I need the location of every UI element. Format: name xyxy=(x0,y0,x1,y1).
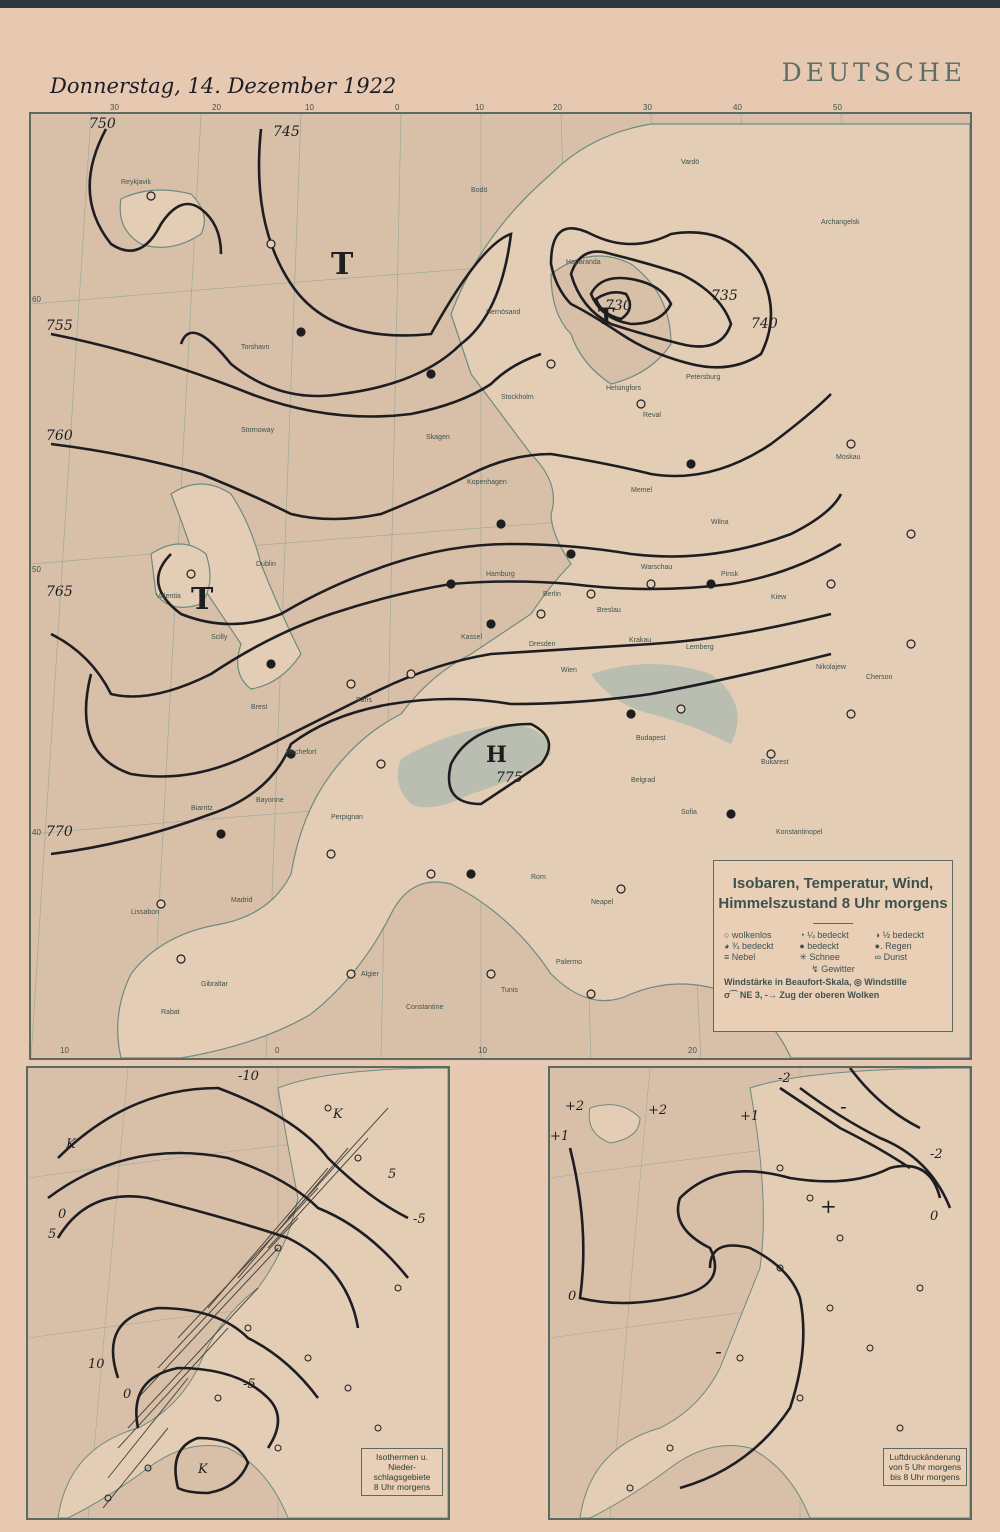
place-name: Vardö xyxy=(681,159,700,166)
isotherm-label: K xyxy=(333,1107,343,1122)
place-name: Kassel xyxy=(461,634,483,641)
isotherm-label: K xyxy=(198,1462,208,1477)
change-label: +2 xyxy=(648,1103,668,1118)
isotherm-label: -5 xyxy=(413,1212,426,1227)
lon-tick: 30 xyxy=(643,103,652,112)
place-name: Stockholm xyxy=(501,394,534,401)
lon-tick: 20 xyxy=(553,103,562,112)
place-name: Archangelsk xyxy=(821,219,860,226)
place-name: Perpignan xyxy=(331,814,363,821)
place-name: Nikolajew xyxy=(816,664,846,671)
place-name: Petersburg xyxy=(686,374,721,381)
change-label: 0 xyxy=(930,1209,939,1224)
isobar-label-730: 730 xyxy=(605,298,632,314)
inset-right-caption xyxy=(883,1448,967,1486)
place-name: Budapest xyxy=(636,735,666,742)
place-name: Valentia xyxy=(156,593,181,600)
isobar-label-770: 770 xyxy=(46,824,73,840)
lon-tick: 40 xyxy=(733,103,742,112)
place-name: Dresden xyxy=(529,641,556,648)
legend-symbol: ◔ ¼ bedeckt xyxy=(799,930,849,940)
legend-title-line2: Himmelszustand 8 Uhr morgens xyxy=(718,895,948,912)
place-name: Paris xyxy=(356,697,372,704)
isobar-label-755: 755 xyxy=(46,318,73,334)
lon-tick: 10 xyxy=(475,103,484,112)
isotherm-label: 10 xyxy=(88,1357,105,1372)
place-name: Hamburg xyxy=(486,571,515,578)
lat-tick: 40 xyxy=(32,828,41,837)
place-name: Hernösand xyxy=(486,309,521,316)
place-name: Pinsk xyxy=(721,571,739,578)
legend-symbol: ◑ ½ bedeckt xyxy=(874,930,925,940)
lat-tick: 60 xyxy=(32,295,41,304)
place-name: Memel xyxy=(631,487,653,494)
change-label: +1 xyxy=(550,1129,570,1144)
place-name: Konstantinopel xyxy=(776,829,823,836)
place-name: Algier xyxy=(361,971,379,978)
place-name: Warschau xyxy=(641,564,673,571)
isotherm-label: -10 xyxy=(238,1069,259,1084)
isobar-label-735: 735 xyxy=(711,288,738,304)
legend-symbol: ✳ Schnee xyxy=(799,952,840,962)
place-name: Belgrad xyxy=(631,777,656,784)
place-name: Krakau xyxy=(629,637,652,644)
place-name: Stornoway xyxy=(241,427,275,434)
legend-divider xyxy=(813,923,853,924)
lat-tick: 50 xyxy=(32,565,41,574)
isotherm-label: 0 xyxy=(58,1207,67,1222)
place-name: Madrid xyxy=(231,897,253,904)
isotherm-label: 0 xyxy=(123,1387,132,1402)
lon-tick: 10 xyxy=(305,103,314,112)
place-name: Kiew xyxy=(771,594,787,601)
legend-title-line1: Isobaren, Temperatur, Wind, xyxy=(732,875,934,892)
place-name: Reykjavik xyxy=(121,179,151,186)
place-name: Tunis xyxy=(501,987,518,994)
place-name: Constantine xyxy=(406,1004,444,1011)
map-legend xyxy=(713,860,953,1032)
place-name: Scilly xyxy=(211,634,228,641)
place-name: Rochefort xyxy=(286,749,317,756)
lon-tick: 50 xyxy=(833,103,842,112)
place-name: Reval xyxy=(643,412,661,419)
lon-tick: 30 xyxy=(110,103,119,112)
inset-pressure-change xyxy=(548,1066,972,1520)
change-label: +1 xyxy=(740,1109,760,1124)
legend-thunderstorm: ↯ Gewitter xyxy=(811,964,855,974)
low-pressure-center-iceland: T xyxy=(331,247,354,282)
isobar-label-740: 740 xyxy=(751,316,778,332)
place-name: Neapel xyxy=(591,899,614,906)
lon-tick-bottom: 10 xyxy=(478,1046,487,1055)
place-name: Rabat xyxy=(161,1009,180,1016)
place-name: Wien xyxy=(561,667,577,674)
inset-right-caption-line1: Luftdruckänderung xyxy=(889,1452,961,1462)
place-name: Sofia xyxy=(681,809,697,816)
isotherm-label: -5 xyxy=(243,1377,256,1392)
lon-tick-bottom: 20 xyxy=(688,1046,697,1055)
change-label: - xyxy=(715,1339,722,1363)
legend-symbol: ○ wolkenlos xyxy=(724,930,772,940)
change-label: 0 xyxy=(568,1289,577,1304)
place-name: Bukarest xyxy=(761,759,789,766)
place-name: Moskau xyxy=(836,454,861,461)
legend-symbol: ∞ Dunst xyxy=(874,952,908,962)
isobar-label-745: 745 xyxy=(273,124,300,140)
legend-wind-example: σ⁀ NE 3, -→ Zug der oberen Wolken xyxy=(724,990,880,1000)
handwritten-date: Donnerstag, 14. Dezember 1922 xyxy=(50,74,397,98)
change-label: + xyxy=(820,1194,837,1218)
place-name: Haparanda xyxy=(566,259,601,266)
place-name: Brest xyxy=(251,704,268,711)
place-name: Torshavn xyxy=(241,344,270,351)
place-name: Bodö xyxy=(471,187,488,194)
isotherm-label: 5 xyxy=(388,1167,397,1182)
place-name: Wilna xyxy=(711,519,729,526)
place-name: Skagen xyxy=(426,434,450,441)
legend-symbol: ● bedeckt xyxy=(799,941,839,951)
place-name: Lissabon xyxy=(131,909,160,916)
top-dark-strip xyxy=(0,0,1000,8)
place-name: Lemberg xyxy=(686,644,714,651)
place-name: Helsingfors xyxy=(606,385,642,392)
isotherm-label: K xyxy=(66,1137,76,1152)
place-name: Cherson xyxy=(866,674,893,681)
place-name: Palermo xyxy=(556,959,583,966)
isobar-label-750: 750 xyxy=(89,116,116,132)
place-name: Dublin xyxy=(256,561,276,568)
inset-left-caption-line1: Isothermen u. Nieder- xyxy=(376,1452,428,1472)
inset-right-caption-line2: von 5 Uhr morgens xyxy=(888,1462,962,1472)
lon-tick-bottom: 10 xyxy=(60,1046,69,1055)
isobar-label-765: 765 xyxy=(46,584,73,600)
isobar-label-760: 760 xyxy=(46,428,73,444)
low-pressure-center-baltic: T xyxy=(598,304,615,330)
change-label: -2 xyxy=(930,1147,943,1162)
inset-right-caption-line3: bis 8 Uhr morgens xyxy=(890,1472,960,1482)
lon-tick: 20 xyxy=(212,103,221,112)
lon-tick-bottom: 0 xyxy=(275,1046,280,1055)
place-name: Biarritz xyxy=(191,805,213,812)
inset-left-caption xyxy=(361,1448,443,1496)
change-label: -2 xyxy=(778,1071,791,1086)
low-pressure-center-biscay: T xyxy=(191,582,214,617)
series-title: DEUTSCHE xyxy=(781,58,966,87)
place-name: Breslau xyxy=(597,607,621,614)
inset-isotherms-precipitation xyxy=(26,1066,450,1520)
legend-wind-scale: Windstärke in Beaufort-Skala, ◎ Windstille xyxy=(724,977,907,987)
place-name: Gibraltar xyxy=(201,981,228,988)
place-name: Kopenhagen xyxy=(467,479,507,486)
inset-left-caption-line2: schlagsgebiete xyxy=(373,1472,431,1482)
lon-tick: 0 xyxy=(395,103,400,112)
place-name: Rom xyxy=(531,874,546,881)
cloud-cover-symbols xyxy=(714,930,952,963)
legend-symbol: ●. Regen xyxy=(874,941,912,951)
isotherm-label: 5 xyxy=(48,1227,57,1242)
place-name: Berlin xyxy=(543,591,561,598)
change-label: +2 xyxy=(565,1099,585,1114)
isobar-label-775: 775 xyxy=(496,770,523,786)
legend-symbol: ≡ Nebel xyxy=(724,952,756,962)
place-name: Bayonne xyxy=(256,797,284,804)
legend-symbol: ◕ ¾ bedeckt xyxy=(724,941,774,951)
inset-left-caption-line3: 8 Uhr morgens xyxy=(373,1482,431,1492)
change-label: - xyxy=(840,1094,847,1118)
high-pressure-center-alps: H xyxy=(486,742,507,768)
